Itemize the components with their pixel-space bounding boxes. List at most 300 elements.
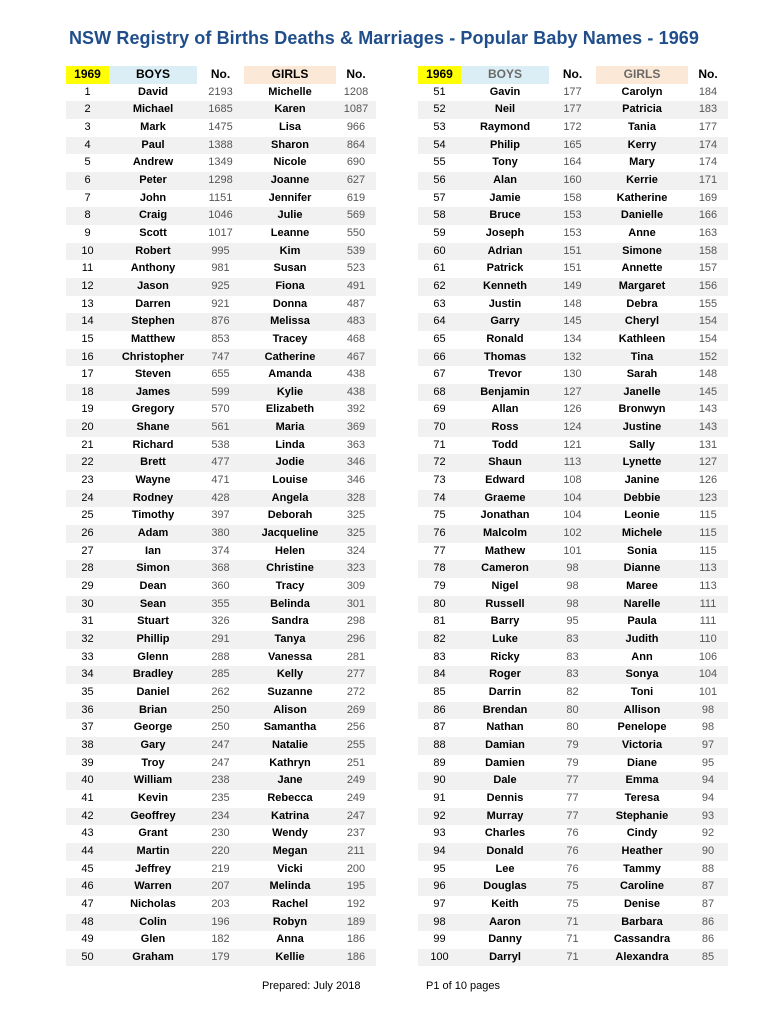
boy-name: Edward — [485, 474, 525, 487]
boy-name: Tony — [492, 156, 518, 169]
girl-count: 346 — [336, 454, 376, 472]
boy-name: Stephen — [109, 313, 197, 331]
rank-cell: 37 — [81, 721, 94, 734]
girl-name: Sandra — [271, 615, 309, 628]
girl-count: 166 — [688, 207, 728, 225]
girl-count: 392 — [346, 403, 366, 416]
boy-count: 165 — [549, 137, 596, 155]
girl-count: 90 — [688, 843, 728, 861]
boy-count: 108 — [563, 474, 582, 487]
girl-count: 88 — [701, 862, 715, 875]
girl-count: 256 — [346, 721, 366, 734]
boy-name: Gregory — [131, 403, 175, 416]
rank-cell: 67 — [433, 368, 446, 381]
boy-count: 981 — [211, 262, 230, 275]
girl-count: 363 — [346, 438, 366, 451]
table-row — [66, 384, 376, 402]
girl-name: Michele — [596, 525, 688, 543]
girl-name: Donna — [272, 297, 308, 310]
girl-count: 483 — [336, 313, 376, 331]
rank-cell: 50 — [66, 949, 109, 967]
girl-count: 169 — [698, 191, 718, 204]
boy-name: Paul — [109, 137, 197, 155]
girl-name: Annette — [621, 262, 663, 275]
boy-name: Gary — [109, 737, 197, 755]
table-row — [66, 154, 376, 172]
boy-name: Shaun — [461, 454, 549, 472]
boy-name: Simon — [109, 560, 197, 578]
girl-count: 184 — [698, 85, 718, 98]
girl-count: 123 — [688, 490, 728, 508]
rank-cell: 6 — [66, 172, 109, 190]
boy-count: 80 — [549, 702, 596, 720]
table-row — [418, 613, 728, 631]
rank-cell: 13 — [81, 297, 94, 310]
boys-count-header: No. — [210, 67, 231, 81]
rank-cell: 90 — [418, 772, 461, 790]
boy-count: 132 — [549, 349, 596, 367]
boy-count: 1298 — [197, 172, 244, 190]
table-row — [66, 260, 376, 278]
table-row — [418, 119, 728, 137]
table-row — [418, 843, 728, 861]
boy-count: 1475 — [208, 120, 233, 133]
boy-count: 234 — [197, 808, 244, 826]
girls-header: GIRLS — [596, 66, 688, 84]
table-row — [66, 808, 376, 826]
girl-name: Penelope — [617, 721, 667, 734]
boy-name: William — [109, 772, 197, 790]
boy-name: Jeffrey — [134, 862, 172, 875]
girl-name: Lisa — [278, 120, 301, 133]
girl-count: 690 — [346, 156, 366, 169]
boy-count: 538 — [211, 438, 230, 451]
rank-cell: 70 — [418, 419, 461, 437]
girl-name: Alison — [244, 702, 336, 720]
girl-name: Stephanie — [596, 808, 688, 826]
table-row — [66, 666, 376, 684]
girl-count: 98 — [688, 702, 728, 720]
boy-count: 1046 — [197, 207, 244, 225]
boy-name: Nathan — [486, 721, 524, 734]
boy-count: 134 — [563, 332, 582, 345]
rank-cell: 85 — [433, 685, 446, 698]
girl-count: 200 — [346, 862, 366, 875]
table-row — [66, 914, 376, 932]
girl-name: Natalie — [244, 737, 336, 755]
girl-name: Tania — [628, 120, 656, 133]
rank-cell: 78 — [418, 560, 461, 578]
boy-count: 145 — [549, 313, 596, 331]
table-row — [66, 755, 376, 773]
girl-name: Karen — [244, 101, 336, 119]
boy-name: Peter — [109, 172, 197, 190]
boy-name: Graham — [109, 949, 197, 967]
girl-name: Paula — [627, 615, 657, 628]
table-row — [66, 878, 376, 896]
boy-name: Aaron — [461, 914, 549, 932]
table-row — [66, 631, 376, 649]
boy-name: Darren — [135, 297, 171, 310]
boy-count: 471 — [211, 474, 230, 487]
boy-name: Alan — [461, 172, 549, 190]
girl-count: 468 — [346, 332, 366, 345]
rank-cell: 82 — [418, 631, 461, 649]
boy-name: Martin — [109, 843, 197, 861]
boy-count: 247 — [197, 737, 244, 755]
girl-name: Maree — [626, 580, 658, 593]
girl-name: Dianne — [596, 560, 688, 578]
boy-name: Barry — [490, 615, 520, 628]
girl-name: Ann — [631, 650, 653, 663]
boy-count: 127 — [549, 384, 596, 402]
boy-count: 230 — [211, 827, 230, 840]
table-row — [66, 296, 376, 314]
girl-name: Victoria — [596, 737, 688, 755]
girl-count: 98 — [701, 721, 715, 734]
rank-cell: 11 — [81, 262, 94, 275]
girl-name: Belinda — [244, 596, 336, 614]
rank-cell: 62 — [418, 278, 461, 296]
girl-name: Katrina — [244, 808, 336, 826]
table-row — [66, 366, 376, 384]
table-row — [418, 366, 728, 384]
girl-name: Deborah — [267, 509, 313, 522]
girl-count: 163 — [698, 226, 718, 239]
boy-count: 124 — [549, 419, 596, 437]
girl-count: 487 — [346, 297, 366, 310]
girl-count: 864 — [336, 137, 376, 155]
girl-count: 157 — [698, 262, 718, 275]
table-row — [66, 225, 376, 243]
boy-count: 203 — [211, 897, 230, 910]
girl-name: Sonya — [596, 666, 688, 684]
girl-count: 346 — [346, 474, 366, 487]
girl-name: Diane — [627, 756, 657, 769]
table-row — [418, 490, 728, 508]
girl-name: Kathleen — [618, 332, 666, 345]
girl-name: Maria — [244, 419, 336, 437]
rank-cell: 98 — [418, 914, 461, 932]
table-row — [418, 84, 728, 102]
girl-count: 113 — [688, 560, 728, 578]
boy-name: Mathew — [484, 544, 526, 557]
rank-cell: 49 — [81, 933, 94, 946]
girl-name: Kylie — [244, 384, 336, 402]
girl-count: 211 — [336, 843, 376, 861]
girls-count-header: No. — [346, 67, 366, 81]
boy-count: 76 — [549, 843, 596, 861]
boy-count: 1685 — [197, 101, 244, 119]
boy-count: 177 — [549, 101, 596, 119]
girl-count: 171 — [688, 172, 728, 190]
girl-name: Kim — [244, 243, 336, 261]
boy-count: 149 — [549, 278, 596, 296]
girl-count: 301 — [336, 596, 376, 614]
girl-count: 467 — [336, 349, 376, 367]
boy-name: Darrin — [488, 685, 522, 698]
boy-count: 164 — [563, 156, 582, 169]
girl-name: Melissa — [244, 313, 336, 331]
boy-name: John — [139, 191, 167, 204]
table-row — [66, 507, 376, 525]
boy-count: 182 — [211, 933, 230, 946]
rank-cell: 65 — [433, 332, 446, 345]
girl-count: 148 — [698, 368, 718, 381]
table-row — [418, 331, 728, 349]
table-row — [66, 949, 376, 967]
boys-header: BOYS — [109, 66, 197, 84]
girl-count: 323 — [336, 560, 376, 578]
girl-name: Kathryn — [269, 756, 311, 769]
boy-count: 101 — [563, 544, 582, 557]
boy-count: 102 — [549, 525, 596, 543]
rank-cell: 47 — [81, 897, 94, 910]
table-row — [418, 419, 728, 437]
boy-name: Mark — [140, 120, 166, 133]
girl-name: Melinda — [244, 878, 336, 896]
rank-cell: 51 — [433, 85, 446, 98]
boy-name: Keith — [491, 897, 519, 910]
boy-count: 83 — [549, 631, 596, 649]
rank-cell: 45 — [81, 862, 94, 875]
rank-cell: 27 — [81, 544, 94, 557]
boy-count: 921 — [211, 297, 230, 310]
table-header-row — [66, 66, 376, 84]
girl-name: Kellie — [244, 949, 336, 967]
boy-name: Cameron — [461, 560, 549, 578]
boy-name: Dale — [461, 772, 549, 790]
table-row — [66, 772, 376, 790]
girl-name: Anna — [276, 933, 304, 946]
rank-cell: 91 — [433, 791, 446, 804]
girl-count: 237 — [346, 827, 366, 840]
boy-name: Nigel — [491, 580, 519, 593]
table-row — [66, 843, 376, 861]
table-row — [418, 684, 728, 702]
rank-cell: 34 — [66, 666, 109, 684]
table-row — [418, 525, 728, 543]
girl-count: 296 — [336, 631, 376, 649]
boy-count: 153 — [563, 226, 582, 239]
prepared-date: Prepared: July 2018 — [262, 980, 361, 992]
girl-name: Jane — [244, 772, 336, 790]
boy-name: Trevor — [488, 368, 522, 381]
boy-name: Jamie — [489, 191, 521, 204]
boy-name: Murray — [461, 808, 549, 826]
boy-name: Daniel — [136, 685, 170, 698]
rank-cell: 81 — [433, 615, 446, 628]
girl-count: 158 — [688, 243, 728, 261]
girl-count: 111 — [699, 615, 717, 628]
boy-name: Justin — [488, 297, 522, 310]
table-row — [418, 260, 728, 278]
girl-count: 491 — [336, 278, 376, 296]
girl-name: Tracy — [275, 580, 305, 593]
boy-count: 238 — [197, 772, 244, 790]
rank-cell: 17 — [81, 368, 94, 381]
boy-count: 853 — [211, 332, 230, 345]
table-row — [66, 578, 376, 596]
boy-name: Lee — [495, 862, 515, 875]
girl-count: 272 — [346, 685, 366, 698]
table-row — [418, 437, 728, 455]
boy-name: Kenneth — [461, 278, 549, 296]
table-row — [66, 278, 376, 296]
table-row — [418, 914, 728, 932]
table-row — [418, 931, 728, 949]
girl-count: 539 — [336, 243, 376, 261]
girl-count: 298 — [346, 615, 366, 628]
boy-count: 71 — [549, 914, 596, 932]
boy-count: 250 — [197, 702, 244, 720]
table-row — [418, 772, 728, 790]
girl-name: Jodie — [244, 454, 336, 472]
rank-cell: 19 — [81, 403, 94, 416]
boy-count: 83 — [549, 666, 596, 684]
boy-name: Robert — [109, 243, 197, 261]
girl-count: 85 — [688, 949, 728, 967]
boy-count: 207 — [197, 878, 244, 896]
girl-name: Kelly — [244, 666, 336, 684]
rank-cell: 54 — [418, 137, 461, 155]
boy-name: Sean — [109, 596, 197, 614]
table-row — [418, 649, 728, 667]
girl-count: 255 — [336, 737, 376, 755]
table-row — [66, 472, 376, 490]
boy-count: 1388 — [197, 137, 244, 155]
boy-count: 177 — [563, 85, 582, 98]
boy-name: Neil — [461, 101, 549, 119]
girl-name: Vanessa — [267, 650, 313, 663]
rank-cell: 57 — [433, 191, 446, 204]
boy-count: 247 — [211, 756, 230, 769]
girl-count: 325 — [346, 509, 366, 522]
table-row — [418, 560, 728, 578]
rank-cell: 75 — [433, 509, 446, 522]
girl-count: 369 — [336, 419, 376, 437]
girl-count: 174 — [698, 156, 718, 169]
table-row — [418, 401, 728, 419]
girl-count: 619 — [346, 191, 366, 204]
rank-cell: 12 — [66, 278, 109, 296]
girl-name: Cheryl — [596, 313, 688, 331]
rank-cell: 31 — [81, 615, 94, 628]
girl-name: Rachel — [271, 897, 309, 910]
boy-count: 126 — [563, 403, 582, 416]
girl-name: Samantha — [263, 721, 317, 734]
table-row — [418, 172, 728, 190]
girl-count: 126 — [698, 474, 718, 487]
rank-cell: 40 — [66, 772, 109, 790]
rank-cell: 95 — [433, 862, 446, 875]
rank-cell: 5 — [84, 156, 91, 169]
rank-cell: 59 — [433, 226, 446, 239]
boy-count: 1017 — [208, 226, 233, 239]
boy-name: Timothy — [131, 509, 175, 522]
rank-cell: 52 — [418, 101, 461, 119]
boy-count: 82 — [566, 685, 579, 698]
boy-count: 130 — [563, 368, 582, 381]
table-row — [418, 384, 728, 402]
table-row — [418, 790, 728, 808]
table-row — [418, 878, 728, 896]
boy-name: Ronald — [486, 332, 524, 345]
rank-cell: 42 — [66, 808, 109, 826]
rank-cell: 86 — [418, 702, 461, 720]
table-row — [66, 931, 376, 949]
boy-name: James — [109, 384, 197, 402]
table-row — [418, 737, 728, 755]
rank-cell: 72 — [418, 454, 461, 472]
girl-name: Judith — [596, 631, 688, 649]
girl-count: 106 — [698, 650, 718, 663]
boy-name: Damian — [461, 737, 549, 755]
rank-cell: 69 — [433, 403, 446, 416]
table-row — [418, 225, 728, 243]
table-row — [66, 313, 376, 331]
girls-count-header: No. — [698, 67, 718, 81]
boy-count: 925 — [197, 278, 244, 296]
boy-count: 288 — [211, 650, 230, 663]
girl-name: Joanne — [244, 172, 336, 190]
girl-count: 966 — [346, 120, 366, 133]
girl-name: Katherine — [616, 191, 668, 204]
rank-cell: 89 — [433, 756, 446, 769]
boy-name: Joseph — [485, 226, 525, 239]
table-row — [66, 419, 376, 437]
girl-count: 438 — [346, 368, 366, 381]
boy-count: 77 — [549, 808, 596, 826]
girl-name: Kerry — [596, 137, 688, 155]
table-row — [66, 243, 376, 261]
boy-name: Raymond — [479, 120, 531, 133]
boy-name: Scott — [139, 226, 167, 239]
girl-count: 569 — [336, 207, 376, 225]
table-row — [418, 207, 728, 225]
girl-name: Megan — [244, 843, 336, 861]
boy-count: 104 — [549, 490, 596, 508]
girl-name: Barbara — [596, 914, 688, 932]
rank-cell: 38 — [66, 737, 109, 755]
table-row — [418, 296, 728, 314]
girl-name: Carolyn — [621, 85, 663, 98]
rank-cell: 83 — [433, 650, 446, 663]
table-row — [418, 190, 728, 208]
girl-count: 247 — [336, 808, 376, 826]
girl-count: 115 — [688, 525, 728, 543]
girl-count: 152 — [688, 349, 728, 367]
boy-count: 179 — [197, 949, 244, 967]
boy-count: 285 — [197, 666, 244, 684]
girl-name: Jacqueline — [244, 525, 336, 543]
boy-count: 291 — [197, 631, 244, 649]
table-row — [66, 454, 376, 472]
boy-count: 220 — [197, 843, 244, 861]
boy-name: Ricky — [490, 650, 520, 663]
boy-count: 876 — [197, 313, 244, 331]
table-row — [66, 896, 376, 914]
girl-name: Mary — [629, 156, 655, 169]
table-row — [66, 702, 376, 720]
table-row — [66, 525, 376, 543]
rank-cell: 79 — [433, 580, 446, 593]
girl-count: 523 — [346, 262, 366, 275]
boy-count: 75 — [566, 897, 579, 910]
girl-count: 183 — [688, 101, 728, 119]
girl-name: Debra — [626, 297, 658, 310]
girl-name: Nicole — [273, 156, 307, 169]
